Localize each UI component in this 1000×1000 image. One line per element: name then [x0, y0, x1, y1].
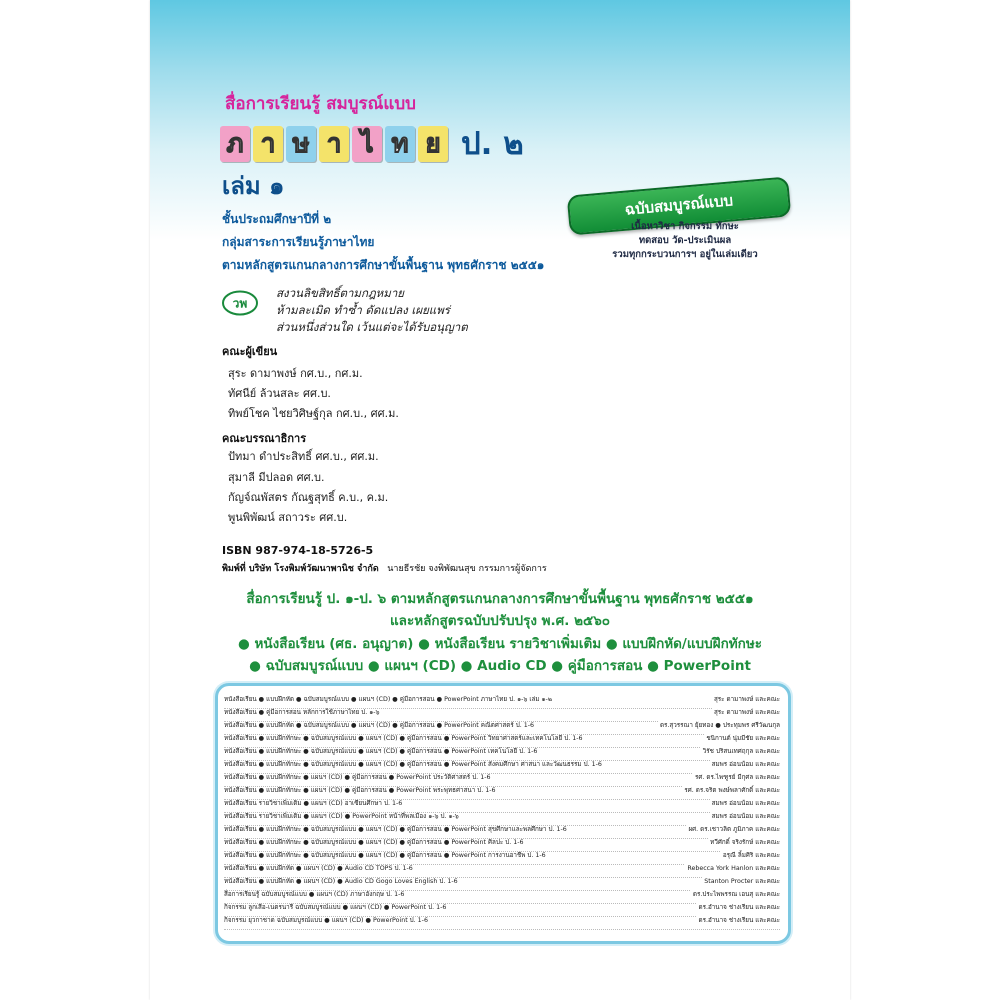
catalog-item: หนังสือเรียน ● แบบฝึกทักษะ ● ฉบับสมบูรณ์แบบ ● แผนฯ (CD) ● คู่มือการสอน ● PowerPoint ศิลปะ ป. 1-6	[224, 839, 524, 846]
badge-title: ฉบับสมบูรณ์แบบ	[624, 191, 734, 219]
catalog-item: หนังสือเรียน ● แบบฝึกหัด ● ฉบับสมบูรณ์แบบ ● แผนฯ (CD) ● คู่มือการสอน ● PowerPoint คณิตศาสตร์ ป. 1-6	[224, 722, 535, 729]
promo-line: ● หนังสือเรียน (ศธ. อนุญาต) ● หนังสือเรียน รายวิชาเพิ่มเติม ● แบบฝึกหัด/แบบฝึกทักษะ	[238, 636, 762, 652]
catalog-authors: สุระ ดามาพงษ์ และคณะ	[712, 691, 780, 708]
catalog-item: หนังสือเรียน ● แบบฝึกทักษะ ● ฉบับสมบูรณ์แบบ ● แผนฯ (CD) ● คู่มือการสอน ● PowerPoint เทคโนโลยี ป. 1-6	[224, 748, 538, 755]
catalog-item: หนังสือเรียน ● แบบฝึกทักษะ ● ฉบับสมบูรณ์แบบ ● แผนฯ (CD) ● คู่มือการสอน ● PowerPoint วิทยาศาสตร์และเทคโนโลยี ป. 1-6	[224, 735, 583, 742]
catalog-authors: ทวีศักดิ์ จริงรักษ์ และคณะ	[708, 834, 780, 851]
subject-letter: ไ	[352, 126, 382, 162]
catalog-item: หนังสือเรียน ● แบบฝึกหัด ● แผนฯ (CD) ● Audio CD TOPS ป. 1-6	[224, 865, 413, 872]
catalog-item: หนังสือเรียน รายวิชาเพิ่มเติม ● แผนฯ (CD) อาเซียนศึกษา ป. 1-6	[224, 800, 403, 807]
editor-name: ปัทมา ดำประสิทธิ์ ศศ.บ., ศศ.ม.	[228, 450, 379, 463]
info-grade-level: ชั้นประถมศึกษาปีที่ ๒	[222, 212, 332, 226]
printer-manager: นายธีรชัย จงพิพัฒนสุข กรรมการผู้จัดการ	[387, 564, 547, 574]
info-subject-group: กลุ่มสาระการเรียนรู้ภาษาไทย	[222, 235, 375, 249]
subject-letter: า	[319, 126, 349, 162]
volume-label: เล่ม ๑	[222, 172, 285, 200]
catalog-authors: สมพร อ่อนน้อม และคณะ	[710, 756, 780, 773]
copyright-line: สงวนลิขสิทธิ์ตามกฎหมาย	[276, 286, 405, 300]
promo-line: สื่อการเรียนรู้ ป. ๑-ป. ๖ ตามหลักสูตรแกนกลางการศึกษาขั้นพื้นฐาน พุทธศักราช ๒๕๕๑	[246, 591, 754, 607]
printer-name: พิมพ์ที่ บริษัท โรงพิมพ์วัฒนาพานิช จำกัด	[222, 564, 379, 574]
editor-name: กัญจ์ณพัสตร กัณฐสุทธิ์ ค.บ., ค.ม.	[228, 491, 389, 504]
publisher-logo-text: วพ	[232, 296, 248, 311]
catalog-authors: อรุณี ลิ้มศิริ และคณะ	[721, 847, 780, 864]
copyright-line: ห้ามละเมิด ทำซ้ำ ดัดแปลง เผยแพร่	[276, 303, 450, 317]
catalog-item: หนังสือเรียน ● แบบฝึกทักษะ ● แผนฯ (CD) ● คู่มือการสอน ● PowerPoint พระพุทธศาสนา ป. 1-6	[224, 787, 496, 794]
subject-letter: ภ	[220, 126, 250, 162]
catalog-item: หนังสือเรียน ● แบบฝึกทักษะ ● ฉบับสมบูรณ์แบบ ● แผนฯ (CD) ● คู่มือการสอน ● PowerPoint การงานอาชีพ ป. 1-6	[224, 852, 546, 859]
subject-title	[220, 118, 524, 162]
author-name: ทิพย์โชค ไชยวิศิษฐ์กุล กศ.บ., ศศ.ม.	[228, 407, 399, 420]
copyright-line: ส่วนหนึ่งส่วนใด เว้นแต่จะได้รับอนุญาต	[276, 320, 468, 334]
promo-line: และหลักสูตรฉบับปรับปรุง พ.ศ. ๒๕๖๐	[389, 613, 610, 629]
catalog-item: หนังสือเรียน ● แบบฝึกหัด ● แผนฯ (CD) ● Audio CD Gogo Loves English ป. 1-6	[224, 878, 458, 885]
catalog-item: หนังสือเรียน ● แบบฝึกทักษะ ● ฉบับสมบูรณ์แบบ ● แผนฯ (CD) ● คู่มือการสอน ● PowerPoint สังคมศึกษา ศาสนา และวัฒนธรรม ป. 1-6	[224, 761, 602, 768]
catalog-authors: สุระ ดามาพงษ์ และคณะ	[712, 704, 780, 721]
author-name: ทัศนีย์ ล้วนสละ ศศ.บ.	[228, 387, 331, 400]
catalog-item: สื่อการเรียนรู้ ฉบับสมบูรณ์แบบ ● แผนฯ (CD) ภาษาอังกฤษ ป. 1-6	[224, 891, 405, 898]
editors-heading: คณะบรรณาธิการ	[222, 432, 307, 445]
subject-letter: า	[253, 126, 283, 162]
catalog-item: หนังสือเรียน ● แบบฝึกทักษะ ● แผนฯ (CD) ● คู่มือการสอน ● PowerPoint ประวัติศาสตร์ ป. 1-6	[224, 774, 491, 781]
info-curriculum: ตามหลักสูตรแกนกลางการศึกษาขั้นพื้นฐาน พุทธศักราช ๒๕๕๑	[222, 258, 545, 272]
series-title: สื่อการเรียนรู้ สมบูรณ์แบบ	[225, 94, 416, 114]
editor-name: สุมาลี มีปลอด ศศ.บ.	[228, 471, 325, 484]
subject-letter: ษ	[286, 126, 316, 162]
catalog-authors: สมพร อ่อนน้อม และคณะ	[710, 795, 780, 812]
catalog-authors: ผศ. ดร.เชาวลิต ภูมิภาค และคณะ	[686, 821, 780, 838]
badge-line: เนื้อหาวิชา กิจกรรม ทักษะ	[631, 221, 739, 232]
catalog-row	[224, 912, 780, 930]
publisher-logo-icon	[222, 290, 258, 316]
catalog-authors: ดร.ประไพพรรณ เอนสุ และคณะ	[691, 886, 780, 903]
catalog-authors: ดร.อำนาจ ช่างเรียน และคณะ	[697, 912, 780, 929]
badge-line: ทดสอบ วัด-ประเมินผล	[638, 235, 732, 246]
catalog-item: กิจกรรม ลูกเสือ-เนตรนารี ฉบับสมบูรณ์แบบ ● แผนฯ (CD) ● PowerPoint ป. 1-6	[224, 904, 447, 911]
catalog-item: หนังสือเรียน ● แบบฝึกทักษะ ● ฉบับสมบูรณ์แบบ ● แผนฯ (CD) ● คู่มือการสอน ● PowerPoint สุขศึกษาและพลศึกษา ป. 1-6	[224, 826, 567, 833]
book-page	[150, 0, 850, 1000]
copyright-notice	[276, 285, 468, 336]
catalog-item: หนังสือเรียน ● แบบฝึกหัด ● ฉบับสมบูรณ์แบบ ● แผนฯ (CD) ● คู่มือการสอน ● PowerPoint ภาษาไทย ป. ๑-๖ เล่ม ๑-๒	[224, 696, 552, 703]
printer-line	[222, 561, 547, 575]
subject-letter: ท	[385, 126, 415, 162]
catalog-authors: ดร.อำนาจ ช่างเรียน และคณะ	[697, 899, 780, 916]
catalog-authors: ดร.สุวรรณา ยุ้ยทอง ● ประทุมพร ศรีวัฒนกุล	[658, 717, 780, 734]
badge-description	[595, 220, 775, 262]
catalog-authors: ชนิกานต์ นุ่มมีชัย และคณะ	[704, 730, 780, 747]
isbn: ISBN 987-974-18-5726-5	[222, 544, 374, 557]
catalog-authors: สมพร อ่อนน้อม และคณะ	[710, 808, 780, 825]
author-name: สุระ ดามาพงษ์ กศ.บ., กศ.ม.	[228, 367, 363, 380]
subject-letter: ย	[418, 126, 448, 162]
catalog-item: หนังสือเรียน รายวิชาเพิ่มเติม ● แผนฯ (CD) ● PowerPoint หน้าที่พลเมือง ๑-๖ ป. ๑-๖	[224, 813, 459, 820]
badge-line: รวมทุกกระบวนการฯ อยู่ในเล่มเดียว	[612, 249, 758, 260]
catalog-item: หนังสือเรียน ● คู่มือการสอน หลักการใช้ภาษาไทย ป. ๑-๖	[224, 709, 380, 716]
catalog-authors: วิรัช ปริสนเทศฤกุล และคณะ	[701, 743, 780, 760]
catalog-authors: รศ. ดร.ไพฑูรย์ มีกุศล และคณะ	[693, 769, 780, 786]
catalog-authors: Stanton Procter และคณะ	[702, 873, 780, 890]
grade-label: ป. ๒	[461, 126, 524, 162]
catalog-box	[215, 683, 791, 944]
catalog-authors: Rebecca York Hanlon และคณะ	[685, 860, 780, 877]
promo-line: ● ฉบับสมบูรณ์แบบ ● แผนฯ (CD) ● Audio CD ● คู่มือการสอน ● PowerPoint	[249, 658, 751, 674]
authors-heading: คณะผู้เขียน	[222, 345, 278, 358]
catalog-authors: รศ. ดร.จริต พงษ์พลาศักดิ์ และคณะ	[682, 782, 780, 799]
editor-name: พูนพิพัฒน์ สถาวระ ศศ.บ.	[228, 511, 348, 524]
catalog-item: กิจกรรม ยุวกาชาด ฉบับสมบูรณ์แบบ ● แผนฯ (CD) ● PowerPoint ป. 1-6	[224, 917, 428, 924]
